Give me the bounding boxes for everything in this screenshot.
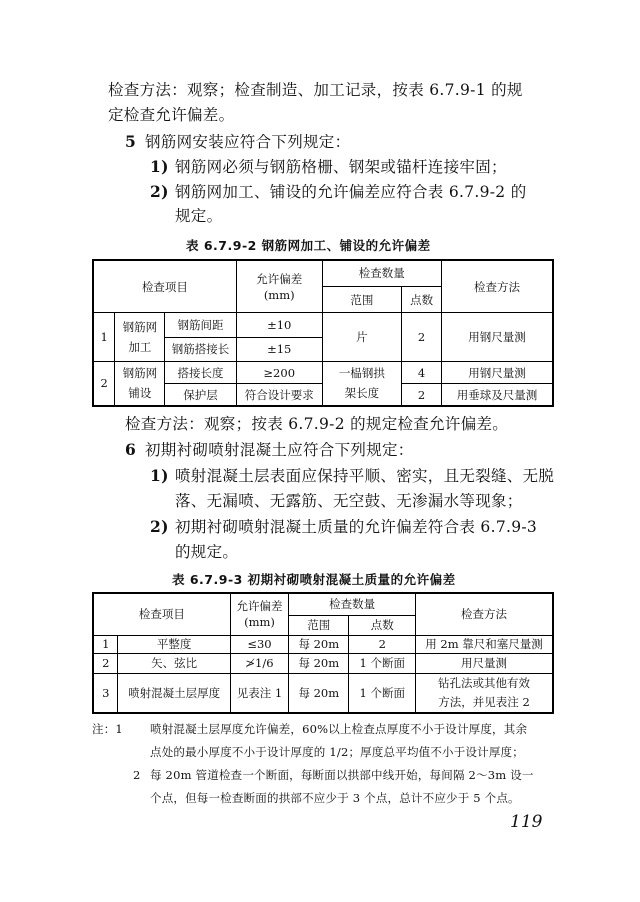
cell-tolerance: ±15 <box>236 337 322 361</box>
table-rebar-mesh <box>92 259 554 407</box>
subitem-text: 钢筋网加工、铺设的允许偏差应符合表 6.7.9-2 的 <box>175 183 527 201</box>
cell-item: 矢、弦比 <box>118 653 230 673</box>
header-check-quantity: 检查数量 <box>322 260 441 286</box>
note-line: 喷射混凝土层厚度允许偏差，60%以上检查点厚度不小于设计厚度，其余 <box>150 722 528 736</box>
cell-range: 每 20m <box>289 653 349 673</box>
cell-tolerance: 见表注 1 <box>230 673 288 713</box>
cell-range: 片 <box>322 313 402 362</box>
row-number: 1 <box>93 313 115 362</box>
header-range: 范围 <box>322 286 402 312</box>
header-check-quantity: 检查数量 <box>289 593 416 615</box>
row-number: 2 <box>93 361 115 406</box>
header-check-method: 检查方法 <box>416 593 553 635</box>
cell-tolerance: ≯1/6 <box>230 653 288 673</box>
table-shotcrete <box>92 592 554 714</box>
subitem-text: 初期衬砌喷射混凝土质量的允许偏差符合表 6.7.9-3 <box>175 518 538 536</box>
header-tolerance: 允许偏差 (mm) <box>230 593 288 635</box>
cell-points: 1 个断面 <box>349 653 416 673</box>
table-caption: 表 6.7.9-3 初期衬砌喷射混凝土质量的允许偏差 <box>172 572 456 587</box>
cell-points: 2 <box>402 384 442 406</box>
subitem-number: 2) <box>150 517 169 536</box>
page-number: 119 <box>510 812 543 832</box>
cell-method: 用钢尺量测 <box>442 361 553 383</box>
cell-range: 每 20m <box>289 673 349 713</box>
header-range: 范围 <box>289 615 349 635</box>
cell-tolerance: ≤30 <box>230 635 288 653</box>
note-number: 2 <box>133 768 141 782</box>
row-number: 1 <box>93 635 118 653</box>
cell-method: 用尺量测 <box>416 653 553 673</box>
cell-item: 喷射混凝土层厚度 <box>118 673 230 713</box>
row-group: 钢筋网 加工 <box>115 313 165 362</box>
cell-method: 钻孔法或其他有效 方法，并见表注 2 <box>416 673 553 713</box>
cell-item: 保护层 <box>165 384 237 406</box>
header-points: 点数 <box>349 615 416 635</box>
subitem-text: 喷射混凝土层表面应保持平顺、密实，且无裂缝、无脱 <box>175 467 555 485</box>
row-group: 钢筋网 铺设 <box>115 361 165 406</box>
cell-item: 钢筋间距 <box>165 313 237 337</box>
table-row <box>93 653 553 673</box>
subitem-text: 规定。 <box>175 207 223 225</box>
cell-method: 用钢尺量测 <box>442 313 553 362</box>
cell-tolerance: ±10 <box>236 313 322 337</box>
item-text: 初期衬砌喷射混凝土应符合下列规定： <box>145 441 414 459</box>
header-check-item: 检查项目 <box>93 260 236 313</box>
cell-tolerance: 符合设计要求 <box>236 384 322 406</box>
note-line: 每 20m 管道检查一个断面，每断面以拱部中线开始，每间隔 2～3m 设一 <box>150 768 534 782</box>
table-row <box>93 673 553 713</box>
paragraph-line: 检查方法：观察；按表 6.7.9-2 的规定检查允许偏差。 <box>125 415 509 433</box>
subitem-text: 落、无漏喷、无露筋、无空鼓、无渗漏水等现象； <box>175 492 523 510</box>
table-caption: 表 6.7.9-2 钢筋网加工、铺设的允许偏差 <box>186 238 431 253</box>
header-check-method: 检查方法 <box>442 260 553 313</box>
note-label: 注：1 <box>92 722 123 736</box>
cell-range: 一榀钢拱 架长度 <box>322 361 402 406</box>
row-number: 3 <box>93 673 118 713</box>
subitem-text: 钢筋网必须与钢筋格栅、钢架或锚杆连接牢固； <box>175 158 507 176</box>
item-number: 6 <box>125 440 137 459</box>
cell-tolerance: ≥200 <box>236 361 322 383</box>
item-number: 5 <box>125 132 137 151</box>
paragraph-line: 检查方法：观察；检查制造、加工记录，按表 6.7.9-1 的规 <box>108 81 523 99</box>
item-text: 钢筋网安装应符合下列规定： <box>145 133 351 151</box>
cell-points: 1 个断面 <box>349 673 416 713</box>
cell-range: 每 20m <box>289 635 349 653</box>
subitem-number: 2) <box>150 182 169 201</box>
cell-points: 2 <box>402 313 442 362</box>
table-row <box>93 635 553 653</box>
cell-item: 搭接长度 <box>165 361 237 383</box>
header-check-item: 检查项目 <box>93 593 230 635</box>
header-points: 点数 <box>402 286 442 312</box>
cell-method: 用垂球及尺量测 <box>442 384 553 406</box>
subitem-text: 的规定。 <box>175 543 239 561</box>
note-line: 点处的最小厚度不小于设计厚度的 1/2；厚度总平均值不小于设计厚度； <box>150 745 524 759</box>
paragraph-line: 定检查允许偏差。 <box>108 106 235 124</box>
cell-item: 平整度 <box>118 635 230 653</box>
subitem-number: 1) <box>150 466 169 485</box>
cell-item: 钢筋搭接长 <box>165 337 237 361</box>
note-line: 个点，但每一检查断面的拱部不应少于 3 个点，总计不应少于 5 个点。 <box>150 791 520 805</box>
cell-points: 2 <box>349 635 416 653</box>
row-number: 2 <box>93 653 118 673</box>
cell-method: 用 2m 靠尺和塞尺量测 <box>416 635 553 653</box>
header-tolerance: 允许偏差 (mm) <box>236 260 322 313</box>
cell-points: 4 <box>402 361 442 383</box>
subitem-number: 1) <box>150 157 169 176</box>
